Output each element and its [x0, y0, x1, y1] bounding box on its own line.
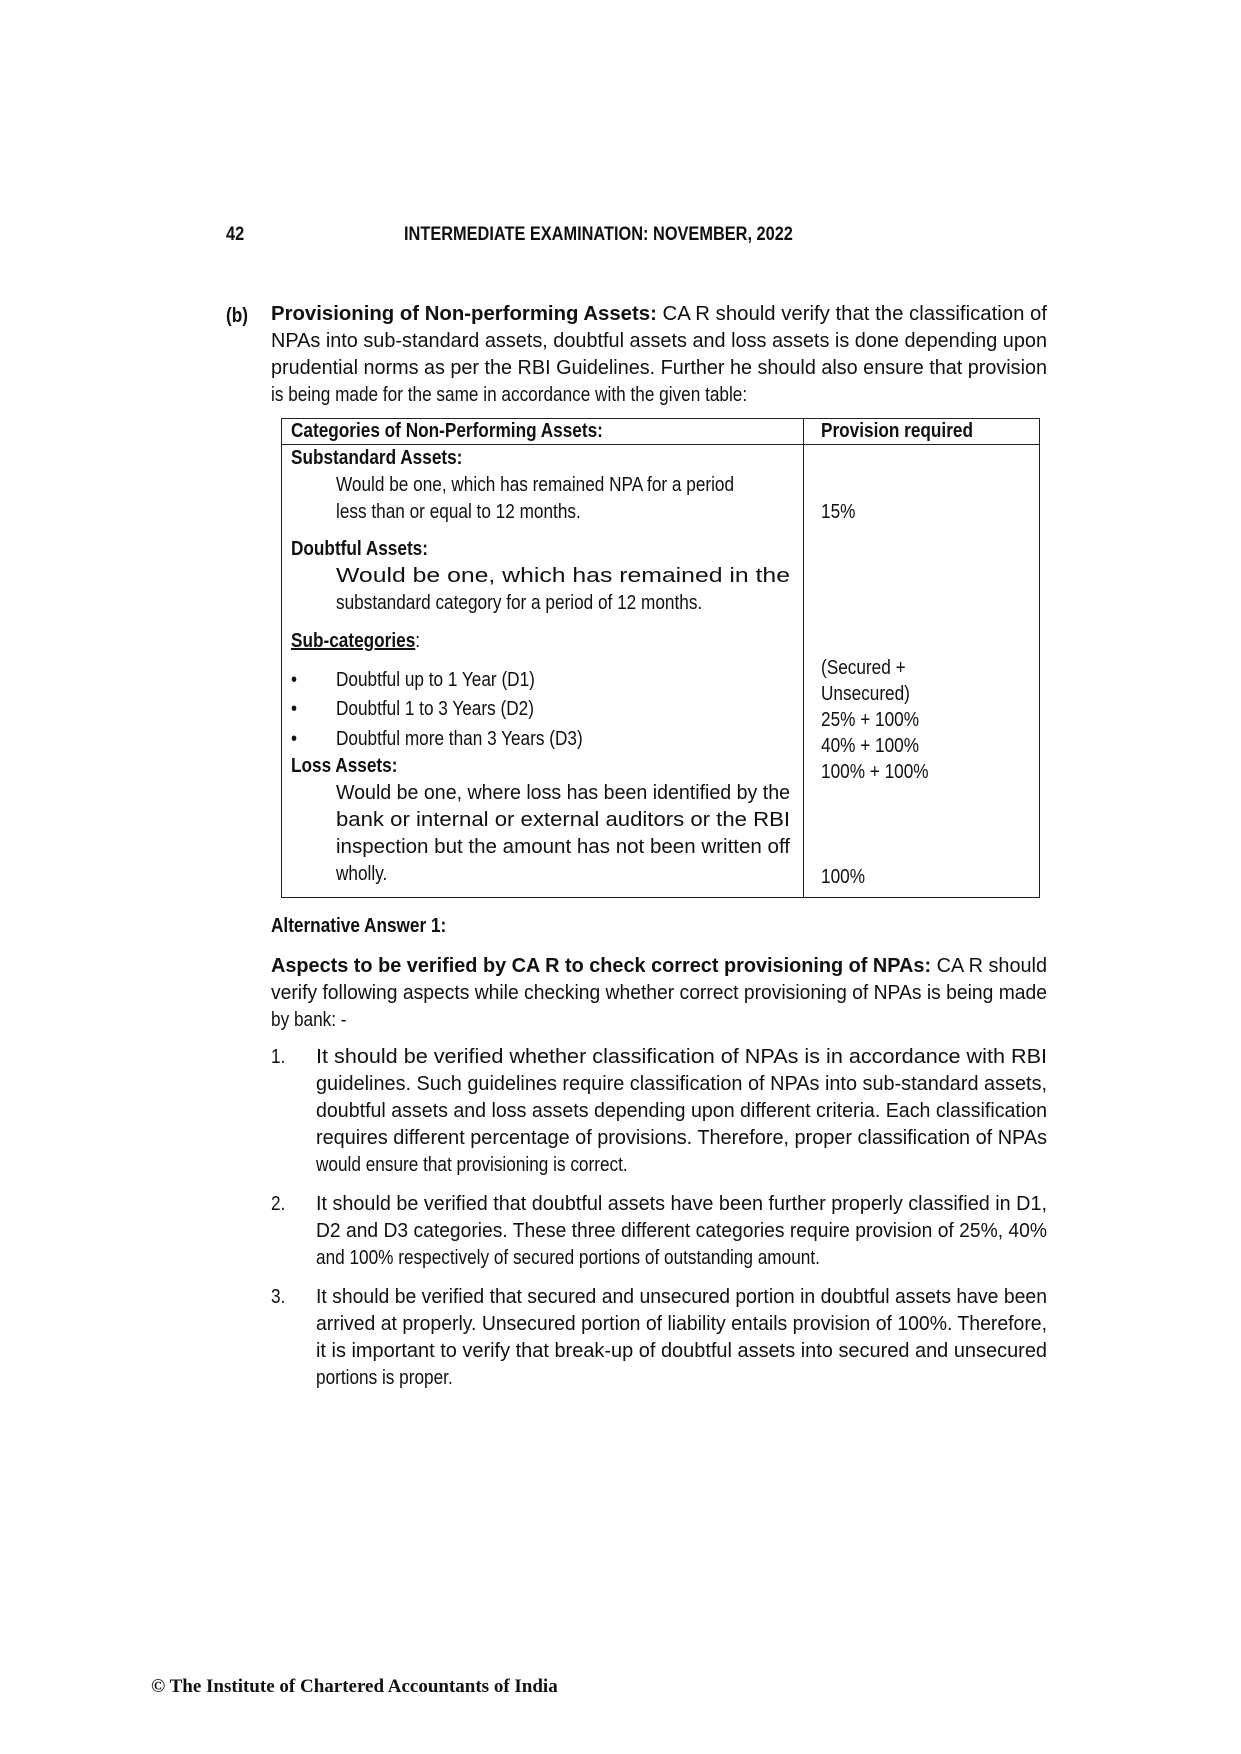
copyright-footer: © The Institute of Chartered Accountants of India: [151, 1676, 558, 1697]
bullet-icon: •: [291, 728, 298, 750]
subcategory-provision-line: (Secured +: [821, 657, 906, 679]
loss-title: Loss Assets:: [291, 755, 398, 777]
subcategory-provision-line: 25% + 100%: [821, 709, 920, 731]
list-line: guidelines. Such guidelines require classification of NPAs into sub-standard assets,: [316, 1073, 1048, 1095]
subcategory-item: Doubtful 1 to 3 Years (D2): [336, 698, 534, 720]
alternative-heading: Alternative Answer 1:: [271, 915, 447, 937]
substandard-line: Would be one, which has remained NPA for a period: [336, 474, 735, 496]
substandard-line: less than or equal to 12 months.: [336, 501, 581, 523]
list-line: It should be verified whether classification of NPAs is in accordance with RBI: [316, 1046, 1048, 1068]
subcategories-colon: :: [415, 630, 421, 652]
list-number: 3.: [271, 1286, 286, 1308]
paragraph-line: prudential norms as per the RBI Guidelines. Further he should also ensure that provision: [271, 357, 1048, 379]
subcategories-title: Sub-categories: [291, 630, 416, 652]
table-header-provision: Provision required: [821, 420, 973, 442]
list-number: 2.: [271, 1193, 286, 1215]
subcategory-item: Doubtful up to 1 Year (D1): [336, 669, 535, 691]
list-line: It should be verified that secured and unsecured portion in doubtful assets have been: [316, 1286, 1048, 1308]
subcategory-provision-line: 100% + 100%: [821, 761, 929, 783]
loss-line: inspection but the amount has not been written off: [336, 836, 791, 858]
table-header-category: Categories of Non-Performing Assets:: [291, 420, 603, 442]
paragraph-line: CA R should verify that the classification of: [662, 303, 1048, 325]
bullet-icon: •: [291, 669, 298, 691]
intro-line: CA R should: [936, 955, 1048, 977]
list-line: It should be verified that doubtful assets have been further properly classified in D1,: [316, 1193, 1047, 1215]
list-line: would ensure that provisioning is correct.: [316, 1154, 628, 1176]
list-line: it is important to verify that break-up of doubtful assets into secured and unsecured: [316, 1340, 1048, 1362]
doubtful-title: Doubtful Assets:: [291, 538, 428, 560]
substandard-provision: 15%: [821, 501, 856, 523]
intro-line: verify following aspects while checking whether correct provisioning of NPAs is being made: [271, 982, 1047, 1004]
subcategory-item: Doubtful more than 3 Years (D3): [336, 728, 583, 750]
part-b-heading: Provisioning of Non-performing Assets:: [271, 303, 657, 325]
bullet-icon: •: [291, 698, 298, 720]
list-line: requires different percentage of provisions. Therefore, proper classification of NPAs: [316, 1127, 1048, 1149]
part-label: (b): [226, 305, 248, 327]
paragraph-line: NPAs into sub-standard assets, doubtful assets and loss assets is done depending upon: [271, 330, 1048, 352]
paragraph-line: is being made for the same in accordance with the given table:: [271, 384, 748, 406]
subcategories-heading: [291, 630, 420, 653]
subcategory-provision-line: 40% + 100%: [821, 735, 920, 757]
subcategory-provision-line: Unsecured): [821, 683, 910, 705]
list-line: D2 and D3 categories. These three different categories require provision of 25%, 40%: [316, 1220, 1047, 1242]
list-line: portions is proper.: [316, 1367, 453, 1389]
alternative-intro-heading: Aspects to be verified by CA R to check correct provisioning of NPAs:: [271, 955, 932, 977]
page-header: INTERMEDIATE EXAMINATION: NOVEMBER, 2022: [404, 224, 793, 245]
intro-line: by bank: -: [271, 1009, 347, 1031]
substandard-title: Substandard Assets:: [291, 447, 463, 469]
doubtful-line: substandard category for a period of 12 months.: [336, 592, 703, 614]
loss-line: bank or internal or external auditors or the RBI: [336, 809, 790, 831]
list-number: 1.: [271, 1046, 286, 1068]
loss-line: Would be one, where loss has been identified by the: [336, 782, 791, 804]
list-line: and 100% respectively of secured portions of outstanding amount.: [316, 1247, 820, 1269]
page-number: 42: [226, 224, 245, 245]
list-line: doubtful assets and loss assets depending upon different criteria. Each classification: [316, 1100, 1048, 1122]
list-line: arrived at properly. Unsecured portion of liability entails provision of 100%. Therefore,: [316, 1313, 1047, 1335]
doubtful-line: Would be one, which has remained in the: [336, 565, 790, 587]
loss-provision: 100%: [821, 866, 865, 888]
loss-line: wholly.: [336, 863, 388, 885]
